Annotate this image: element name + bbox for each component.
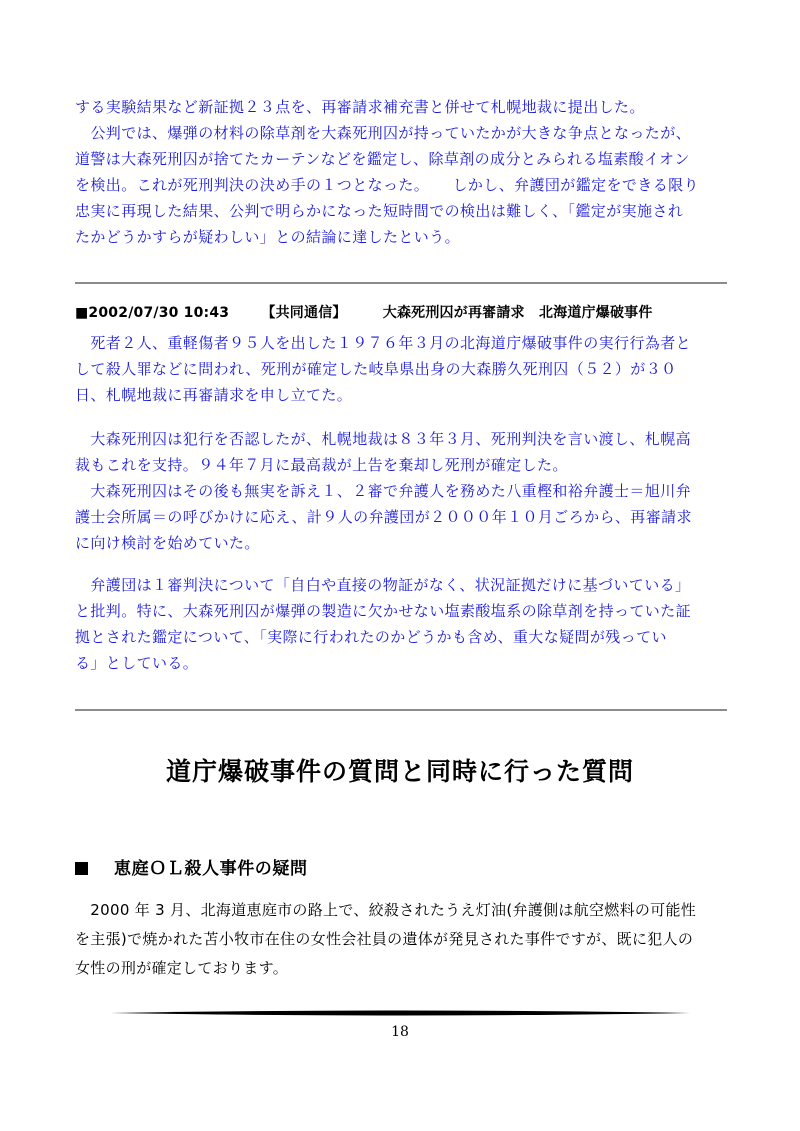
quote-line: 忠実に再現した結果、公判で明らかになった短時間での検出は難しく、「鑑定が実施され <box>75 202 684 220</box>
news-paragraph-2 <box>75 426 730 556</box>
news-line: 大森死刑囚は犯行を否認したが、札幌地裁は８３年３月、死刑判決を言い渡し、札幌高 <box>75 430 692 448</box>
subsection-heading <box>75 854 308 879</box>
quote-line: 公判では、爆弾の材料の除草剤を大森死刑囚が持っていたかが大きな争点となったが、 <box>75 124 692 142</box>
news-line: 大森死刑囚はその後も無実を訴え１、２審で弁護人を務めた八重樫和裕弁護士＝旭川弁 <box>75 482 692 500</box>
news-line: して殺人罪などに問われ、死刑が確定した岐阜県出身の大森勝久死刑囚（５２）が３０ <box>75 360 677 378</box>
news-line: 死者２人、重軽傷者９５人を出した１９７６年３月の北海道庁爆破事件の実行行為者と <box>75 334 692 352</box>
quote-line: たかどうかすらが疑わしい」との結論に達したという。 <box>75 228 461 246</box>
quote-line: する実験結果など新証拠２３点を、再審請求補充書と併せて札幌地裁に提出した。 <box>75 98 645 116</box>
quote-line: を検出。これが死刑判決の決め手の１つとなった。 しかし、弁護団が鑑定をできる限り <box>75 176 699 194</box>
body-line: 女性の刑が確定しております。 <box>75 959 289 977</box>
subsection-body <box>75 896 730 983</box>
body-line: を主張)で焼かれた苫小牧市在住の女性会社員の遺体が発見された事件ですが、既に犯人の <box>75 930 694 948</box>
news-line: に向け検討を始めていた。 <box>75 534 260 552</box>
news-line: と批判。特に、大森死刑囚が爆弾の製造に欠かせない塩素酸塩系の除草剤を持っていた証 <box>75 602 692 620</box>
news-headline: 大森死刑囚が再審請求 北海道庁爆破事件 <box>382 305 653 321</box>
quote-line: 道警は大森死刑囚が捨てたカーテンなどを鑑定し、除草剤の成分とみられる塩素酸イオン <box>75 150 690 168</box>
square-bullet-icon <box>75 862 88 875</box>
footer-ornament-line <box>110 1008 690 1018</box>
news-line: 裁もこれを支持。９４年７月に最高裁が上告を棄却し死刑が確定した。 <box>75 456 568 474</box>
section-title: 道庁爆破事件の質問と同時に行った質問 <box>165 757 634 786</box>
news-datetime: ■2002/07/30 10:43 <box>75 305 230 321</box>
news-paragraph-1 <box>75 330 730 408</box>
news-line: 日、札幌地裁に再審請求を申し立てた。 <box>75 386 353 404</box>
news-line: 拠とされた鑑定について、「実際に行われたのかどうかも含め、重大な疑問が残ってい <box>75 628 667 646</box>
news-line: る」としている。 <box>75 654 199 672</box>
body-line: 2000 年 3 月、北海道恵庭市の路上で、絞殺されたうえ灯油(弁護側は航空燃料の可能性 <box>75 901 697 919</box>
news-source: 【共同通信】 <box>261 305 347 321</box>
news-line: 弁護団は１審判決について「自白や直接の物証がなく、状況証拠だけに基づいている」 <box>75 576 691 594</box>
quoted-article-continuation <box>75 94 730 250</box>
news-line: 護士会所属＝の呼びかけに応え、計９人の弁護団が２０００年１０月ごろから、再審請求 <box>75 508 692 526</box>
section-divider <box>75 282 727 284</box>
news-paragraph-3 <box>75 572 730 676</box>
news-header <box>75 302 653 322</box>
section-divider <box>75 709 727 711</box>
page-number: 18 <box>391 1024 409 1040</box>
subsection-heading-text: 恵庭ＯＬ殺人事件の疑問 <box>114 859 308 879</box>
